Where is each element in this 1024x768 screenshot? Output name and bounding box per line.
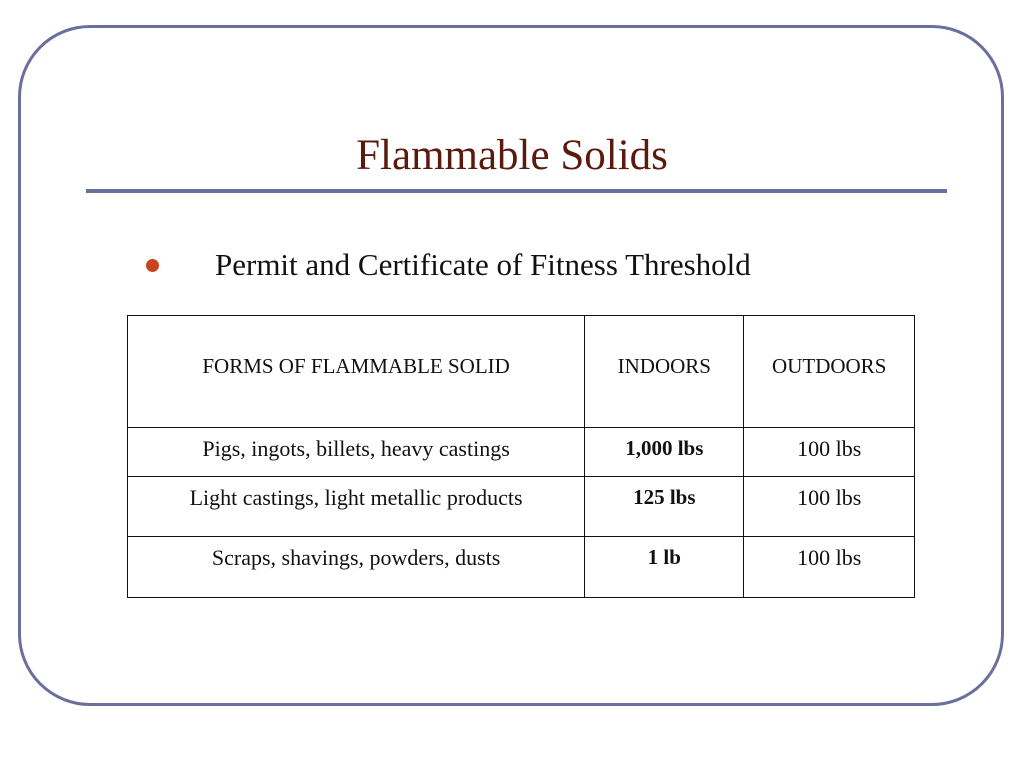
bullet-item (146, 244, 751, 286)
cell-indoors: 125 lbs (585, 477, 744, 537)
header-forms: FORMS OF FLAMMABLE SOLID (128, 316, 585, 428)
title-divider (86, 189, 947, 193)
table-header-row (128, 316, 915, 428)
cell-form: Scraps, shavings, powders, dusts (128, 537, 585, 598)
cell-form: Light castings, light metallic products (128, 477, 585, 537)
slide-title: Flammable Solids (356, 132, 668, 179)
bullet-text: Permit and Certificate of Fitness Threshold (215, 247, 751, 282)
table-row (128, 537, 915, 598)
cell-outdoors: 100 lbs (744, 537, 915, 598)
cell-outdoors: 100 lbs (744, 477, 915, 537)
table-row (128, 477, 915, 537)
cell-outdoors: 100 lbs (744, 428, 915, 477)
table-row (128, 428, 915, 477)
threshold-table (127, 315, 915, 598)
cell-form: Pigs, ingots, billets, heavy castings (128, 428, 585, 477)
bullet-dot-icon (146, 259, 159, 272)
header-outdoors: OUTDOORS (744, 316, 915, 428)
cell-indoors: 1,000 lbs (585, 428, 744, 477)
header-indoors: INDOORS (585, 316, 744, 428)
cell-indoors: 1 lb (585, 537, 744, 598)
